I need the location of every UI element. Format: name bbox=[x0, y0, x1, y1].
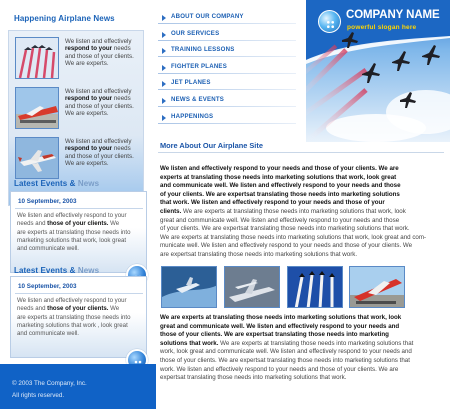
globe-logo-icon bbox=[318, 10, 341, 33]
news-section-title: Happening Airplane News bbox=[14, 14, 115, 23]
main-nav bbox=[158, 12, 308, 128]
events-section-title: Latest Events & News bbox=[14, 179, 100, 188]
gallery-photo[interactable] bbox=[349, 266, 405, 308]
second-paragraph: We are experts at translating those needs into marketing solutions that work, look great and communicate well. We listen and effectively respond to your needs and those of your clients. We are expertsat translating those needs into marketing solutions that work. We are experts at translating those needs into marketing solutions that work, look great and communicate well. We listen and effectively respond to your needs and those of your clients. We are expertsat translating those needs into marketing solutions that work. We listen and effectively respond to your needs and those of your clients. We are expertsat translating those needs into marketing solutions that work. bbox=[160, 314, 414, 382]
event-date: 10 September, 2003 bbox=[18, 198, 77, 205]
arrow-icon bbox=[162, 81, 166, 87]
news-thumbnail[interactable] bbox=[15, 87, 59, 129]
divider bbox=[15, 293, 143, 294]
nav-item-about[interactable]: ABOUT OUR COMPANY bbox=[158, 12, 308, 29]
news-text: We listen and effectively respond to your needs and those of your clients. We are experts. bbox=[65, 38, 134, 68]
events-section-title: Latest Events & News bbox=[14, 266, 100, 275]
news-item[interactable] bbox=[15, 137, 140, 185]
nav-item-jet[interactable]: JET PLANES bbox=[158, 78, 308, 95]
arrow-icon bbox=[162, 98, 166, 104]
arrow-icon bbox=[162, 32, 166, 38]
photo-gallery bbox=[161, 266, 443, 310]
footer bbox=[0, 364, 156, 409]
company-name: COMPANY NAME bbox=[346, 9, 440, 21]
events-box bbox=[10, 191, 147, 273]
page-title: More About Our Airplane Site bbox=[160, 141, 263, 150]
news-thumbnail[interactable] bbox=[15, 137, 59, 179]
slogan: powerful slogan here bbox=[347, 24, 417, 31]
intro-paragraph: We listen and effectively respond to your needs and those of your clients. We are experts at translating those needs into marketing solutions that work, look great and communicate well. We listen and effectively respond to your needs and those of your clients. We are expertsat translating those needs into marketing solutions that work. We listen and effectively respond to your needs and those of your clients. We are experts at translating those needs into marketing solutions that work, look great and communicate well. We listen and effectively respond to your needs and those of your clients. We are expertsat translating those needs into marketing solutions that work. We are experts at translating those needs into marketing solutions that work, look great and com- municate well. We listen and effectively respond to your needs and those of your clients. We are expertsat translating those needs into marketing solutions that work. bbox=[160, 165, 427, 258]
events-box bbox=[10, 276, 147, 358]
nav-item-training[interactable]: TRAINING LESSONS bbox=[158, 45, 308, 62]
nav-item-fighter[interactable]: FIGHTER PLANES bbox=[158, 62, 308, 79]
divider bbox=[158, 152, 444, 153]
rights-text: All rights reserved. bbox=[12, 392, 65, 399]
event-text: We listen and effectively respond to your needs and those of your clients. We are experts at translating those needs into marketing solutions that work , look great and communicate well. bbox=[17, 297, 131, 338]
nav-item-services[interactable]: OUR SERVICES bbox=[158, 29, 308, 46]
arrow-icon bbox=[162, 15, 166, 21]
gallery-photo[interactable] bbox=[224, 266, 280, 308]
divider bbox=[15, 208, 143, 209]
arrow-icon bbox=[162, 115, 166, 121]
left-column bbox=[0, 0, 156, 409]
nav-item-happenings[interactable]: HAPPENINGS bbox=[158, 112, 308, 129]
news-text: We listen and effectively respond to your needs and those of your clients. We are experts. bbox=[65, 88, 134, 118]
event-date: 10 September, 2003 bbox=[18, 283, 77, 290]
news-thumbnail[interactable] bbox=[15, 37, 59, 79]
arrow-icon bbox=[162, 65, 166, 71]
gallery-photo[interactable] bbox=[161, 266, 217, 308]
copyright-text: © 2003 The Company, Inc. bbox=[12, 380, 87, 387]
nav-item-news[interactable]: NEWS & EVENTS bbox=[158, 95, 308, 112]
news-text: We listen and effectively respond to your needs and those of your clients. We are experts. bbox=[65, 138, 134, 168]
news-item[interactable] bbox=[15, 37, 140, 85]
event-text: We listen and effectively respond to your needs and those of your clients. We are experts at translating those needs into marketing solutions that work, look great and communicate well. bbox=[17, 212, 131, 253]
arrow-icon bbox=[162, 48, 166, 54]
gallery-photo[interactable] bbox=[287, 266, 343, 308]
news-item[interactable] bbox=[15, 87, 140, 135]
